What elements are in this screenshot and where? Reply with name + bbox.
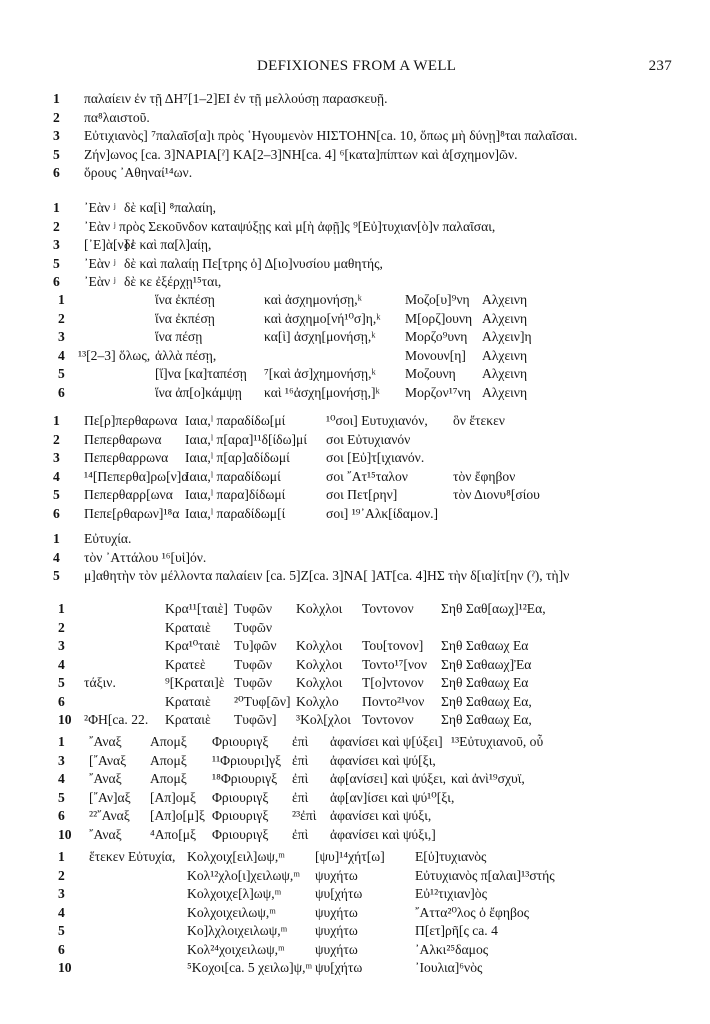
line — [0, 273, 710, 292]
text-segment-a: Πε[ρ]περθαρωνα — [84, 413, 178, 428]
line-number: 3 — [58, 752, 65, 768]
line — [0, 164, 710, 183]
text-segment-a: Κρατεὲ — [165, 656, 206, 672]
text-segment-d: Αλχεινη — [482, 347, 528, 363]
line — [0, 733, 710, 752]
text-segment-c: σοι ῎Ατ¹⁵ταλον — [326, 468, 408, 484]
line-number: 4 — [58, 771, 65, 786]
text-segment-a: ᾿Εὰν ʲ πρὸς Σεκοῦνδον καταψύξῃς καὶ μ[ὴ ἀφῇ]ς ⁹[Εὐ]τυχιαν[ὸ]ν παλαῖσαι, — [84, 218, 496, 234]
line — [0, 431, 710, 450]
text-segment-a: ἀλλὰ πέσῃ, — [155, 347, 217, 363]
text-segment-b: ²⁰Τυφ[ῶν] — [234, 693, 291, 709]
text-segment-c: ¹⁸Φριουριγξ — [212, 771, 278, 786]
text-segment-b: ψυχήτω — [315, 923, 358, 938]
line-number: 5 — [58, 675, 65, 690]
line-number: 6 — [58, 693, 65, 709]
text-segment-a: Πεπε[ρθαρων]¹⁸α — [84, 505, 180, 521]
text-segment-b: [Απ]ομξ — [150, 789, 196, 805]
text-segment-b: δὲ κε ἐξέρχῃ¹⁵ται, — [124, 274, 222, 289]
text-segment-c: Κολχλο — [296, 693, 339, 709]
text-segment-a: [῎Αναξ — [89, 752, 127, 768]
line — [0, 236, 710, 255]
text-segment-p: τάξιν. — [84, 675, 116, 690]
text-segment-c: Εὐ¹²τιχιαν]ὸς — [415, 886, 487, 901]
running-title: DEFIXIONES FROM A WELL — [257, 58, 457, 74]
text-segment-c: Κολχλοι — [296, 638, 343, 653]
text-segment-d: Τοντονον — [362, 712, 414, 727]
text-segment-e: Σηθ Σαθαωχ Εα, — [441, 693, 532, 709]
text-segment-e: Σηθ Σαθ[αωχ]¹²Εα, — [441, 601, 546, 616]
text-segment-a: ¹⁴[Πεπερθα]ρω[ν]α — [84, 468, 189, 484]
text-segment-b: ψυχήτω — [315, 867, 358, 883]
text-segment-c: Κολχλοι — [296, 601, 343, 616]
line — [0, 530, 710, 549]
text-segment-a: Πεπερθαρρωνα — [84, 450, 169, 465]
text-segment-a: ἵνα ἐκπέσῃ — [155, 292, 215, 307]
line-number: 6 — [58, 384, 65, 400]
text-segment-a: [᾿Ε]ὰ[ν] ʲ — [84, 237, 134, 252]
text-segment-b: Τυφῶν — [234, 675, 272, 690]
text-segment-b: Ιαια,ˡ π[αρ]αδίδωμί — [185, 450, 290, 465]
text-segment-a: Κολ¹²χλο[ι]χειλωψ,ᵐ — [187, 867, 300, 883]
line-number: 5 — [58, 789, 65, 805]
text-segment-c: Μ[ορζ]ουνη — [405, 310, 473, 326]
text-segment-b: Απομξ — [150, 734, 187, 749]
text-segment-a: Κραταιὲ — [165, 619, 211, 635]
line-number: 1 — [53, 531, 60, 546]
line — [0, 549, 710, 568]
line — [0, 218, 710, 237]
line-number: 2 — [58, 310, 65, 326]
text-segment-b: [Απ]ο[μ]ξ — [150, 808, 205, 823]
line-number: 2 — [58, 619, 65, 635]
text-segment-p: ἕτεκεν Εὐτυχία, — [89, 849, 176, 864]
line — [0, 922, 710, 941]
text-segment-e: ἀφανίσει καὶ ψ[ύξει] — [330, 734, 443, 749]
text-segment-b: [ψυ]¹⁴χήτ[ω] — [315, 849, 385, 864]
line — [0, 770, 710, 789]
text-segment-d: Τοντο¹⁷[νον — [362, 656, 428, 672]
text-segment-e: Σηθ Σαθαωχ Εα — [441, 638, 529, 653]
section-2 — [0, 199, 710, 292]
section-5 — [0, 530, 710, 586]
text-segment-a: [ἵ]να [κα]ταπέσῃ — [155, 366, 247, 381]
line-number: 5 — [53, 568, 60, 583]
text-segment-d: Αλχεινη — [482, 366, 528, 381]
line-number: 5 — [53, 487, 60, 502]
line-number: 4 — [53, 468, 60, 484]
line — [0, 328, 710, 347]
text-segment-c: σοι Εὐτυχιανόν — [326, 431, 411, 447]
line — [0, 310, 710, 329]
line — [0, 384, 710, 403]
text-segment-e: ἀφανίσει καὶ ψύ[ξι, — [330, 752, 436, 768]
line — [0, 291, 710, 310]
line — [0, 867, 710, 886]
line — [0, 959, 710, 978]
text-segment-c: ᾿Αλκι²⁵δαμος — [415, 941, 489, 957]
text-segment-c: Ε[ὐ]τυχιανὸς — [415, 849, 487, 864]
line — [0, 619, 710, 638]
line-number: 6 — [58, 808, 65, 823]
text-segment-f: ¹³Εὐτυχιανοῦ, οὗ — [451, 734, 544, 749]
text-segment-a: Πεπερθαρωνα — [84, 431, 162, 447]
line-number: 1 — [58, 734, 65, 749]
line — [0, 449, 710, 468]
text-segment-c: Μοζουνη — [405, 366, 456, 381]
text-segment-d: τὸν Διονυ⁸[σίου — [453, 487, 540, 502]
text-segment-b: ⁴Απο[μξ — [150, 826, 197, 842]
text-segment-a: ᾿Εὰν ʲ — [84, 200, 116, 215]
text-segment-a: ἵνα ἀπ[ο]κάμψῃ — [155, 384, 242, 400]
line — [0, 752, 710, 771]
text-segment-a: ῎Αναξ — [89, 734, 122, 749]
line-number: 3 — [53, 237, 60, 252]
line-number: 10 — [58, 826, 72, 842]
line-number: 4 — [53, 549, 60, 565]
text-segment-a: Κραταιὲ — [165, 693, 211, 709]
text-segment-b: κα[ὶ] ἀσχη[μονήσῃ,ᵏ — [264, 329, 376, 344]
line-number: 1 — [58, 292, 65, 307]
text-segment-a: Κολχοιχειλωψ,ᵐ — [187, 904, 276, 920]
text-segment-p: ¹³[2–3] ὅλως, — [78, 347, 151, 363]
text-segment-t: Εὐτυχία. — [84, 531, 132, 546]
line — [0, 637, 710, 656]
text-segment-b: καὶ ἀσχημονήσῃ,ᵏ — [264, 292, 362, 307]
line-number: 5 — [58, 366, 65, 381]
line — [0, 904, 710, 923]
section-1 — [0, 90, 710, 183]
text-segment-b: ψυχήτω — [315, 941, 358, 957]
line — [0, 674, 710, 693]
line-number: 4 — [58, 904, 65, 920]
line-number: 6 — [53, 505, 60, 521]
text-segment-c: Π[ετ]ρῆ[ς ca. 4 — [415, 923, 498, 938]
text-segment-b: δὲ καὶ παλαίῃ Πε[τρης ὁ] Δ[ιο]νυσίου μαθητής, — [124, 255, 383, 271]
text-segment-d: Αλχεινη — [482, 292, 528, 307]
text-segment-d: Ποντο²¹νον — [362, 693, 425, 709]
text-segment-d: ἐπὶ — [292, 734, 309, 749]
text-segment-t: μ]αθητὴν τὸν μέλλοντα παλαίειν [ca. 5]Ζ[ca. 3]ΝΑ[ ]ΑΤ[ca. 4]ΗΣ τὴν δ[ια]ίτ[ην (ˀ), τὴ]ν — [84, 568, 570, 583]
text-segment-d: Του[τονον] — [362, 638, 424, 653]
text-segment-b: Ιαια,ˡ π[αρα]¹¹δ[ίδω]μί — [185, 431, 307, 447]
line — [0, 347, 710, 366]
text-segment-t: παλαίειν ἐν τῇ ΔΗ⁷[1–2]ΕΙ ἐν τῇ μελλούσῃ παρασκευῇ. — [84, 91, 388, 106]
text-segment-c: Μοζο[υ]⁹νη — [405, 292, 470, 307]
text-segment-c: Κολχλοι — [296, 675, 343, 690]
text-segment-b: δὲ κα[ὶ] ⁸παλαίη, — [124, 200, 217, 215]
text-segment-b: δὲ καὶ πα[λ]αίῃ, — [124, 237, 212, 252]
line-number: 3 — [58, 886, 65, 901]
text-segment-a: [῎Αν]αξ — [89, 789, 131, 805]
line-number: 4 — [58, 656, 65, 672]
text-segment-e: Σηθ Σαθαωχ Εα — [441, 675, 529, 690]
text-segment-a: ᾿Εὰν ʲ — [84, 255, 116, 271]
line — [0, 505, 710, 524]
line-number: 6 — [58, 941, 65, 957]
text-segment-b: καὶ ἀσχημο[νή¹⁰σ]η,ᵏ — [264, 310, 381, 326]
line-number: 4 — [58, 347, 65, 363]
text-segment-d: Αλχεινη — [482, 384, 528, 400]
text-segment-c: σοι [Εὐ]τ[ιχιανόν. — [326, 450, 425, 465]
line — [0, 109, 710, 128]
line-number: 3 — [58, 329, 65, 344]
line-number: 2 — [53, 218, 60, 234]
text-segment-a: Κολχοιχ[ειλ]ωψ,ᵐ — [187, 849, 285, 864]
text-segment-b: Ιαια,ˡ παραδίδωμί — [185, 468, 281, 484]
line-number: 1 — [58, 849, 65, 864]
line-number: 5 — [58, 923, 65, 938]
text-segment-b: Τυ]φῶν — [234, 638, 277, 653]
text-segment-e: Σηθ Σαθαωχ]Ἐα — [441, 656, 532, 672]
text-segment-d: ὃν ἔτεκεν — [453, 413, 505, 428]
text-segment-c: ᾿Ιουλια]⁶νὸς — [415, 960, 483, 975]
text-segment-a: ῎Αναξ — [89, 771, 122, 786]
section-6 — [0, 600, 710, 730]
text-segment-b: ψυ[χήτω — [315, 960, 363, 975]
text-segment-a: ᾿Εὰν ʲ — [84, 274, 116, 289]
text-segment-a: ῎Αναξ — [89, 826, 122, 842]
text-segment-a: ἵνα ἐκπέσῃ — [155, 310, 215, 326]
line — [0, 941, 710, 960]
line-number: 2 — [53, 431, 60, 447]
line-number: 1 — [53, 413, 60, 428]
line-number: 5 — [53, 146, 60, 162]
text-segment-c: σοι Πετ[ρην] — [326, 487, 398, 502]
text-segment-b: Τυφῶν — [234, 656, 272, 672]
line — [0, 600, 710, 619]
section-3 — [0, 291, 710, 402]
text-segment-c: Κολχλοι — [296, 656, 343, 672]
text-segment-d: Τ[ο]ντονον — [362, 675, 424, 690]
text-segment-a: ἵνα πέσῃ — [155, 329, 203, 344]
text-segment-d: ἐπὶ — [292, 752, 309, 768]
text-segment-b: Τυφῶν — [234, 619, 272, 635]
text-segment-c: Φριουριγξ — [212, 826, 269, 842]
text-segment-b: Ιαια,ˡ παραδίδω[μί — [185, 413, 286, 428]
text-segment-b: Απομξ — [150, 752, 187, 768]
text-segment-b: Τυφῶν] — [234, 712, 277, 727]
text-segment-d: ἐπὶ — [292, 771, 309, 786]
text-segment-c: ¹⁰σοι] Ευτυχιανόν, — [326, 413, 428, 428]
line-number: 1 — [58, 601, 65, 616]
text-segment-c: Εὐτυχιανὸς π[αλαι]¹³στής — [415, 867, 555, 883]
line-number: 5 — [53, 255, 60, 271]
text-segment-d: ἐπὶ — [292, 789, 309, 805]
text-segment-c: ¹¹Φριουρι]γξ — [212, 752, 282, 768]
line — [0, 486, 710, 505]
text-segment-b: Ιαια,ˡ παρα]δίδωμί — [185, 487, 286, 502]
text-segment-t: πα⁸λαιστοῦ. — [84, 109, 150, 125]
text-segment-c: Μορζον¹⁷νη — [405, 384, 471, 400]
line-number: 2 — [53, 109, 60, 125]
text-segment-e: Σηθ Σαθαωχ Εα, — [441, 712, 532, 727]
text-segment-f: καὶ ἀνὶ¹⁹σχυϊ, — [451, 771, 525, 786]
line — [0, 693, 710, 712]
text-segment-t: Εὐτιχιανὸς] ⁷παλαῖσ[α]ι πρὸς ῾Ηγουμενὸν ΗΙΣΤΟΗΝ[ca. 10, ὅπως μὴ δύνῃ]⁸ται παλαῖσαι. — [84, 128, 578, 143]
text-segment-b: ψυχήτω — [315, 904, 358, 920]
line — [0, 365, 710, 384]
text-segment-b: ψυ[χήτω — [315, 886, 363, 901]
text-segment-b: Ιαια,ˡ παραδίδωμ[ί — [185, 505, 286, 521]
text-segment-c: ῎Αττα²⁰λος ὁ ἔφηβος — [415, 904, 530, 920]
line — [0, 255, 710, 274]
text-segment-c: Φριουριγξ — [212, 789, 269, 805]
line — [0, 885, 710, 904]
line-number: 10 — [58, 960, 72, 975]
text-segment-d: Αλχειν]η — [482, 329, 532, 344]
text-segment-e: ἀφανίσει καὶ ψύξι,] — [330, 826, 436, 842]
text-segment-e: ἀφ[αν]ίσει καὶ ψύ¹⁰[ξι, — [330, 789, 455, 805]
text-segment-a: ⁵Κοχοι[ca. 5 χειλω]ψ,ᵐ — [187, 960, 313, 975]
line — [0, 199, 710, 218]
line — [0, 789, 710, 808]
text-segment-a: ²²῎Αναξ — [89, 808, 130, 823]
line-number: 6 — [53, 165, 60, 180]
section-7 — [0, 733, 710, 844]
line — [0, 848, 710, 867]
text-segment-d: ἐπὶ — [292, 826, 309, 842]
text-segment-b: καὶ ¹⁶ἀσχη[μονήσῃ,]ᵏ — [264, 384, 380, 400]
text-segment-d: Αλχεινη — [482, 310, 528, 326]
text-segment-a: Κολχοιχε[λ]ωψ,ᵐ — [187, 886, 282, 901]
line-number: 3 — [58, 638, 65, 653]
text-segment-a: Κολ²⁴χοιχειλωψ,ᵐ — [187, 941, 285, 957]
text-segment-a: ⁹[Κραται]ὲ — [165, 675, 225, 690]
line-number: 6 — [53, 274, 60, 289]
line-number: 1 — [53, 200, 60, 215]
text-segment-c: Φριουριγξ — [212, 734, 269, 749]
line — [0, 146, 710, 165]
line — [0, 711, 710, 730]
text-segment-c: Μορζο⁹υνη — [405, 329, 468, 344]
text-segment-c: Φριουριγξ — [212, 808, 269, 823]
line — [0, 468, 710, 487]
text-segment-d: ²³ἐπὶ — [292, 808, 317, 823]
section-4 — [0, 412, 710, 523]
line — [0, 826, 710, 845]
line — [0, 90, 710, 109]
line — [0, 567, 710, 586]
line-number: 3 — [53, 450, 60, 465]
line-number: 3 — [53, 128, 60, 143]
text-segment-a: Κο]λχλοιχειλωψ,ᵐ — [187, 923, 288, 938]
line-number: 10 — [58, 712, 72, 727]
text-segment-b: Απομξ — [150, 771, 187, 786]
line-number: 1 — [53, 91, 60, 106]
page-number: 237 — [648, 58, 672, 74]
line — [0, 127, 710, 146]
text-segment-t: ὅρους ᾿Αθηναί¹⁴ων. — [84, 165, 193, 180]
text-segment-d: τὸν ἔφηβον — [453, 468, 516, 484]
line — [0, 412, 710, 431]
text-segment-t: τὸν ᾿Αττάλου ¹⁶[υἱ]όν. — [84, 549, 207, 565]
text-segment-t: Ζήν]ωνος [ca. 3]ΝΑΡΙΑ[ˀ] ΚΑ[2–3]ΝΗ[ca. 4] ⁶[κατα]πίπτων καὶ ἀ[σχημον]ῶν. — [84, 146, 518, 162]
text-segment-a: Κραταιὲ — [165, 712, 211, 727]
text-segment-d: Τοντονον — [362, 601, 414, 616]
line — [0, 656, 710, 675]
section-8 — [0, 848, 710, 978]
line-number: 2 — [58, 867, 65, 883]
text-segment-a: Πεπερθαρρ[ωνα — [84, 487, 173, 502]
text-segment-c: ³Κολ[χλοι — [296, 712, 351, 727]
line — [0, 807, 710, 826]
text-segment-a: Κρα¹¹[ταιὲ] — [165, 601, 228, 616]
text-segment-c: Μονουν[η] — [405, 347, 466, 363]
text-segment-c: σοι] ¹⁹᾿Αλκ[ίδαμον.] — [326, 505, 439, 521]
text-segment-a: Κρα¹⁰ταιὲ — [165, 638, 221, 653]
text-segment-b: ⁷[καὶ ἀσ]χημονήσῃ,ᵏ — [264, 366, 376, 381]
text-segment-p: ²ΦΗ[ca. 22. — [84, 712, 149, 727]
text-segment-b: Τυφῶν — [234, 601, 272, 616]
text-segment-e: ἀφ[ανίσει] καὶ ψύξει, — [330, 771, 447, 786]
text-segment-e: ἀφανίσει καὶ ψύξι, — [330, 808, 432, 823]
